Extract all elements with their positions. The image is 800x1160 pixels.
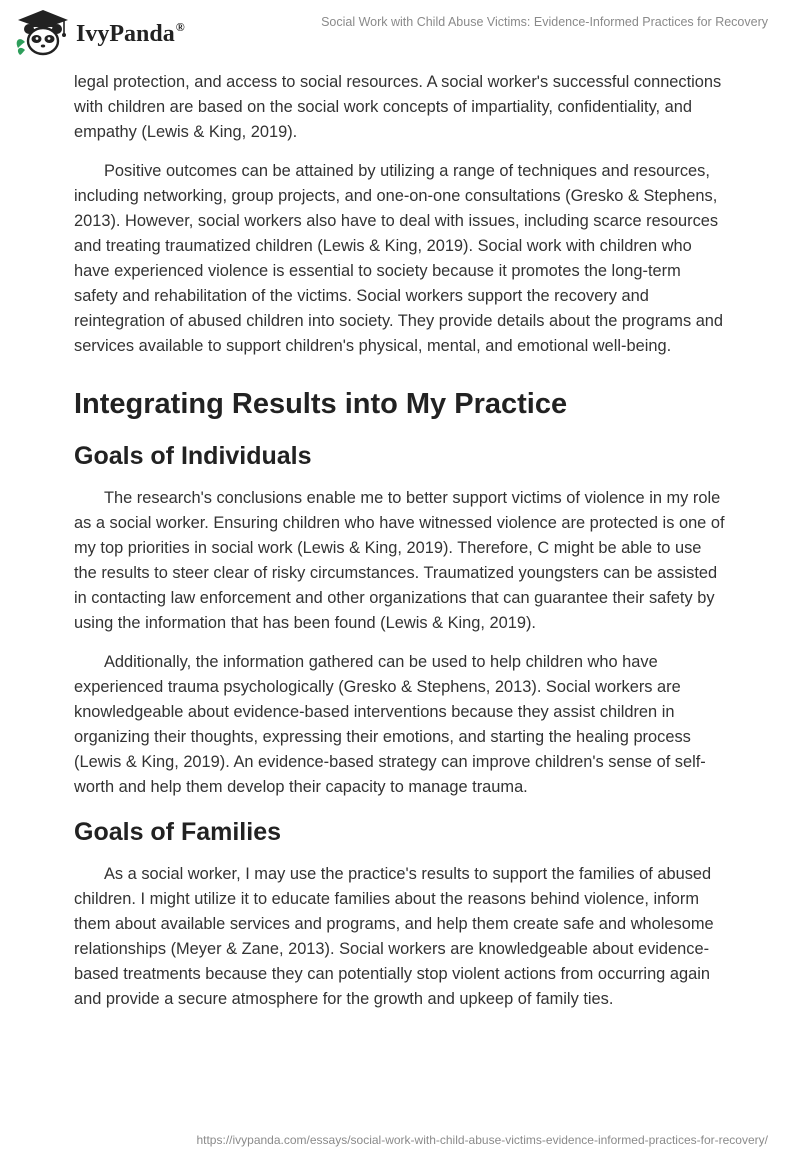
paragraph: The research's conclusions enable me to better support victims of violence in my role as a social worker. Ensuring children who have witnessed violence are protected is one of my top priorities in social work (Lewis & King, 2019). Therefore, C might be able to use the results to steer clear of risky circumstances. Traumatized youngsters can be assisted in contacting law enforcement and other organizations that can guarantee their safety by using the information that has been found (Lewis & King, 2019). xyxy=(74,489,725,632)
paragraph: As a social worker, I may use the practice's results to support the families of abused children. I might utilize it to educate families about the reasons behind violence, inform them about available services and programs, and help them create safe and wholesome relationships (Meyer & Zane, 2013). Social workers are knowledgeable about evidence-based treatments because they can potentially stop violent actions from occurring again and provide a secure atmosphere for the growth and upkeep of family ties. xyxy=(74,865,714,1008)
subsection-heading: Goals of Individuals xyxy=(74,442,312,470)
panda-graduate-icon xyxy=(14,8,72,58)
document-title: Social Work with Child Abuse Victims: Evidence-Informed Practices for Recovery xyxy=(321,15,768,29)
ivypanda-logo[interactable] xyxy=(14,8,214,58)
page-header xyxy=(0,0,800,64)
paragraph: Positive outcomes can be attained by utilizing a range of techniques and resources, including networking, group projects, and one-on-one consultations (Gresko & Stephens, 2013). However, social workers also have to deal with issues, including scarce resources and treating traumatized children (Lewis & King, 2019). Social work with children who have experienced violence is essential to society because it promotes the long-term safety and rehabilitation of the victims. Social workers support the recovery and reintegration of abused children into society. They provide details about the programs and services available to support children's physical, mental, and emotional well-being. xyxy=(74,162,724,355)
subsection-heading: Goals of Families xyxy=(74,818,282,846)
section-heading: Integrating Results into My Practice xyxy=(74,388,568,420)
paragraph: legal protection, and access to social resources. A social worker's successful connections with children are based on the social work concepts of impartiality, confidentiality, and empathy (Lewis & King, 2019). xyxy=(74,73,722,141)
source-url[interactable]: https://ivypanda.com/essays/social-work-with-child-abuse-victims-evidence-informed-practices-for-recovery/ xyxy=(196,1133,768,1147)
logo-wordmark: IvyPanda® xyxy=(76,20,185,47)
paragraph: Additionally, the information gathered can be used to help children who have experienced trauma psychologically (Gresko & Stephens, 2013). Social workers are knowledgeable about evidence-based interventions because they assist children in organizing their thoughts, expressing their emotions, and starting the healing process (Lewis & King, 2019). An evidence-based strategy can improve children's sense of self-worth and help them develop their capacity to manage trauma. xyxy=(74,653,706,796)
essay-body xyxy=(74,70,728,1026)
